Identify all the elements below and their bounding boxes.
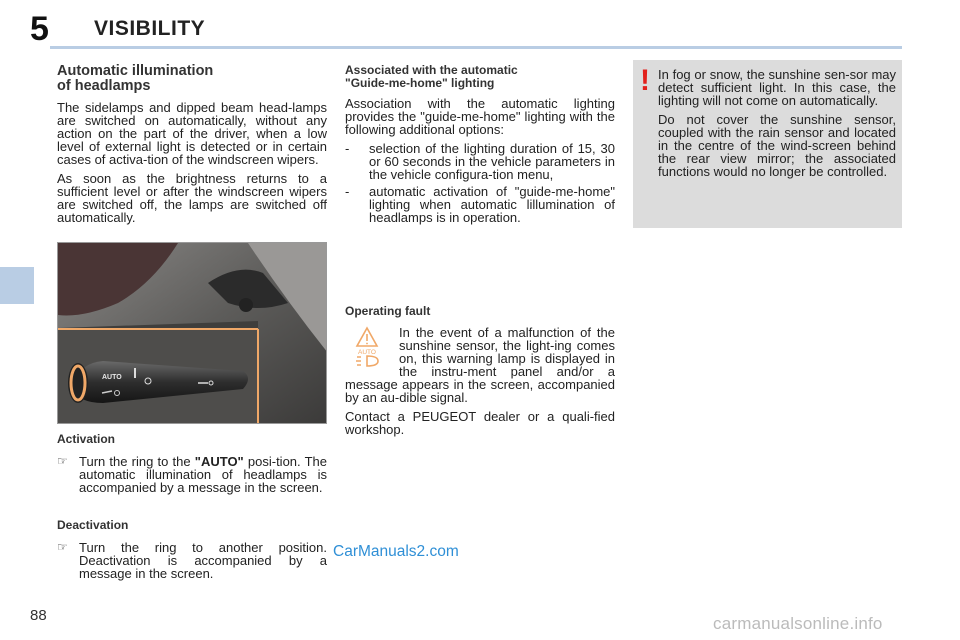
auto-illumination-section (57, 64, 327, 230)
operating-fault-para-1: In the event of a malfunction of the sunshine sensor, the light-ing comes on, this warning lamp is displayed in the instru-ment panel and/or a message appears in the screen, accompanied by an au-dible signal. (345, 325, 615, 405)
watermark-carmanualsonline: carmanualsonline.info (713, 614, 883, 633)
operating-fault-para-2: Contact a PEUGEOT dealer or a quali-fied workshop. (345, 409, 615, 437)
auto-warning-icon (345, 326, 397, 376)
stalk-auto-label: AUTO (102, 374, 122, 381)
exclamation-icon: ! (640, 64, 650, 97)
guide-option-auto: automatic activation of "guide-me-home" lighting when automatic lillumination of headlamps is in operation. (369, 184, 615, 225)
lighting-stalk-photo (57, 242, 327, 424)
deactivation-section (57, 519, 327, 580)
header-divider (50, 46, 902, 49)
page-number: 88 (30, 607, 47, 624)
chapter-title: VISIBILITY (94, 17, 206, 40)
watermark-carmanuals2: CarManuals2.com (333, 543, 459, 560)
heading-line-1: Automatic illumination (57, 63, 214, 79)
heading-line-2: of headlamps (57, 78, 151, 94)
deactivation-step (57, 541, 327, 580)
guide-option-duration: selection of the lighting duration of 15, 30 or 60 seconds in the vehicle parameters in the vehicle configura-tion menu, (369, 141, 615, 182)
operating-fault-section (345, 305, 615, 442)
activation-text: Turn the ring to the "AUTO" posi-tion. The automatic illumination of headlamps is accompanied by a message in the screen. (79, 454, 327, 495)
deactivation-heading: Deactivation (57, 518, 129, 532)
warning-icon-label: AUTO (358, 349, 376, 356)
auto-illumination-para-1: The sidelamps and dipped beam head-lamps are switched on automatically, without any action on the part of the driver, when a low level of external light is detected or in certain cases of activa-tion of the windscreen wipers. (57, 100, 327, 167)
activation-section (57, 433, 327, 494)
guide-heading-line-2: "Guide-me-home" lighting (345, 76, 495, 90)
auto-illumination-para-2: As soon as the brightness returns to a sufficient level or after the windscreen wipers are switched off, the lamps are switched off automatically. (57, 171, 327, 225)
deactivation-text: Turn the ring to another position. Deactivation is accompanied by a message in the screen. (79, 540, 327, 581)
activation-heading: Activation (57, 432, 116, 446)
operating-fault-heading: Operating fault (345, 304, 431, 318)
note-para-1: In fog or snow, the sunshine sen-sor may detect sufficient light. In this case, the lighting will not come on automatically. (658, 67, 896, 108)
auto-illumination-heading (57, 64, 327, 94)
pointing-hand-icon: ☞ (57, 540, 68, 554)
list-item: - selection of the lighting duration of 15, 30 or 60 seconds in the vehicle parameters in the vehicle configura-tion menu, (345, 141, 615, 182)
pointing-hand-icon: ☞ (57, 454, 68, 468)
auto-position-label: "AUTO" (194, 454, 244, 469)
chapter-number: 5 (30, 10, 49, 48)
guide-heading-line-1: Associated with the automatic (345, 63, 518, 77)
guide-me-home-intro: Association with the automatic lighting provides the "guide-me-home" lighting with the following additional options: (345, 96, 615, 137)
note-para-2: Do not cover the sunshine sensor, coupled with the rain sensor and located in the centre of the wind-screen behind the rear view mirror; the associated functions would no longer be controlled. (658, 112, 896, 179)
chapter-side-tab (0, 267, 34, 304)
list-item: - automatic activation of "guide-me-home" lighting when automatic lillumination of headlamps is in operation. (345, 184, 615, 225)
guide-me-home-section (345, 64, 615, 228)
warning-note-text (658, 68, 896, 184)
activation-step (57, 455, 327, 494)
guide-me-home-heading (345, 64, 615, 90)
stalk-illustration (58, 243, 327, 424)
